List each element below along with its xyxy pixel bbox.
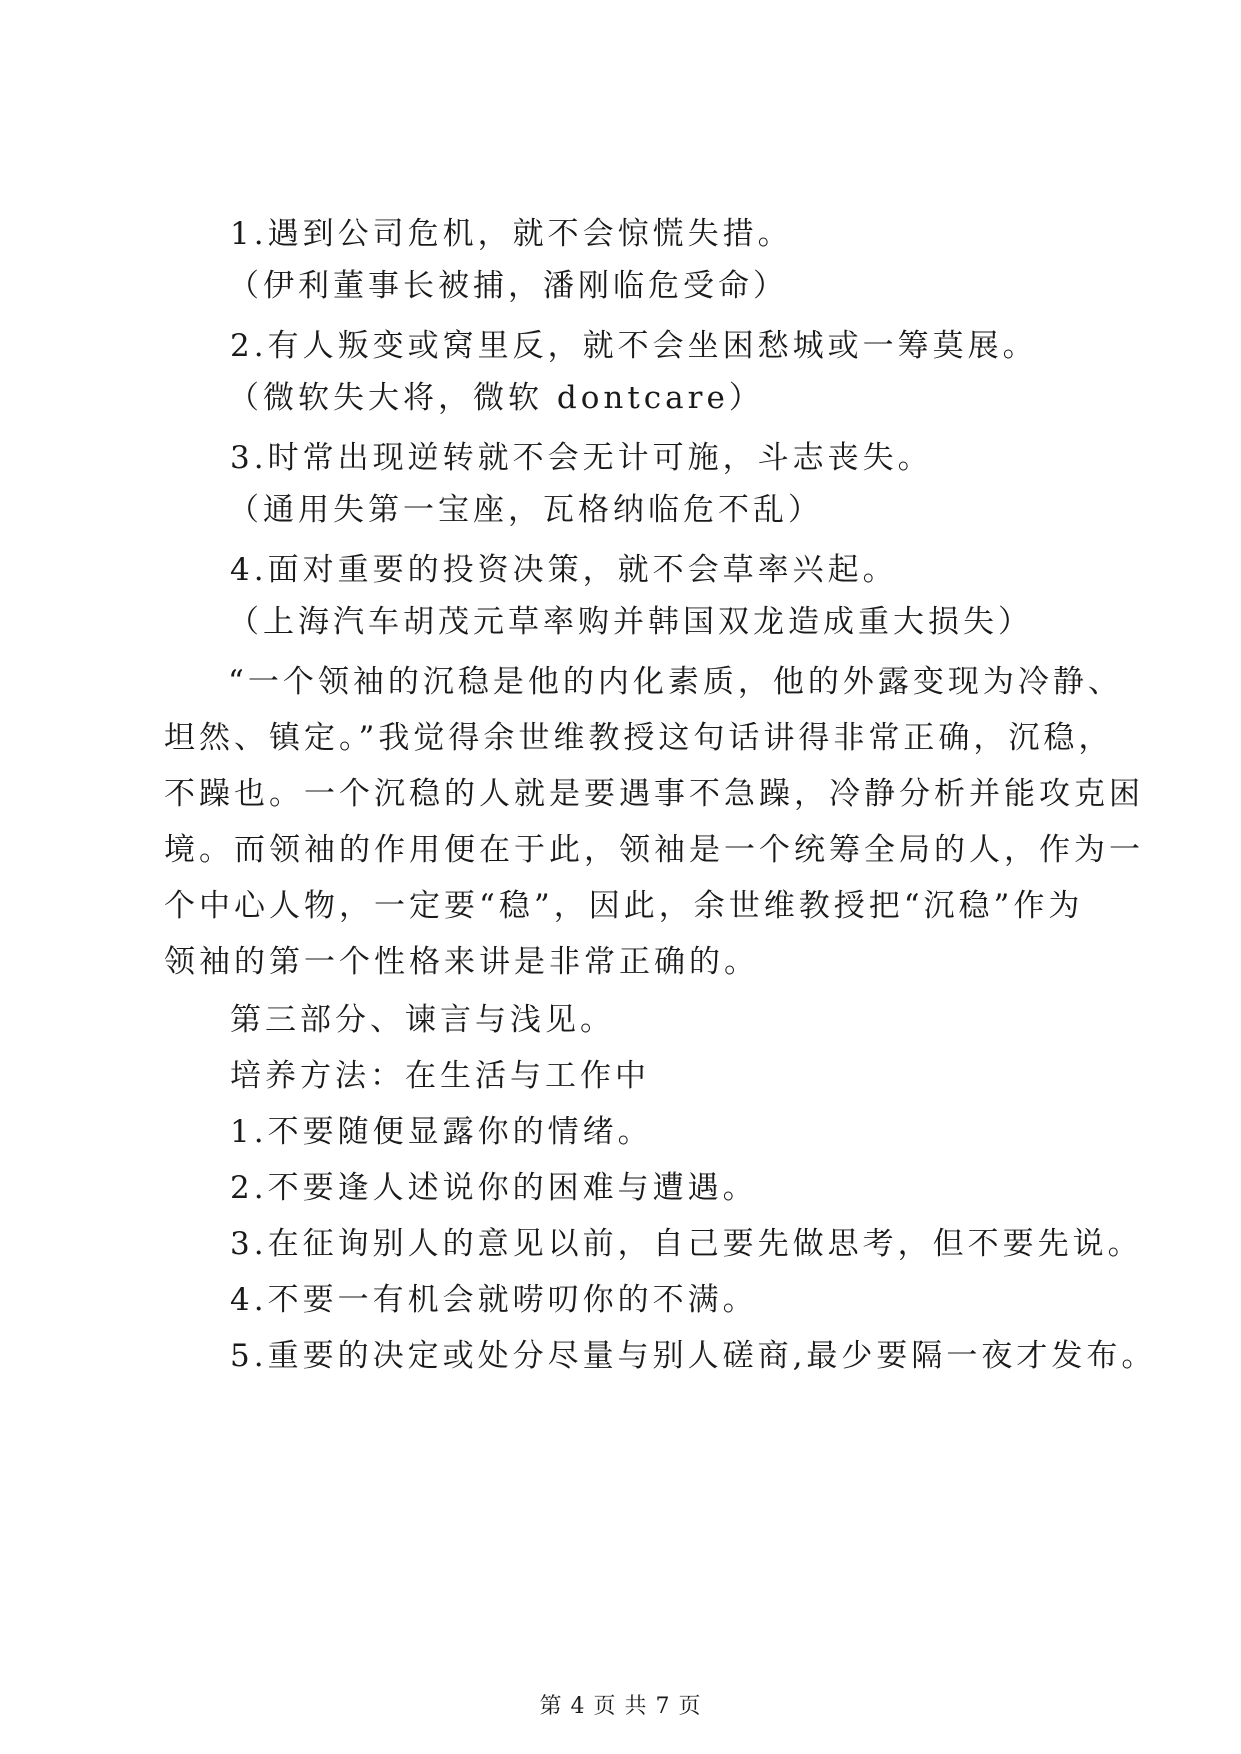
list-item-2: 2.有人叛变或窝里反，就不会坐困愁城或一筹莫展。 (230, 328, 1038, 364)
example-note-4: （上海汽车胡茂元草率购并韩国双龙造成重大损失） (228, 604, 1033, 640)
paragraph-line: “一个领袖的沉稳是他的内化素质，他的外露变现为冷静、 (228, 664, 1123, 700)
list-item-3: 3.时常出现逆转就不会无计可施，斗志丧失。 (230, 440, 933, 476)
paragraph-line: 境。而领袖的作用便在于此，领袖是一个统筹全局的人，作为一 (164, 832, 1144, 868)
example-note-2: （微软失大将，微软 dontcare） (228, 380, 764, 416)
method-intro: 培养方法：在生活与工作中 (230, 1058, 650, 1094)
paragraph-line: 领袖的第一个性格来讲是非常正确的。 (164, 944, 759, 980)
method-item-5: 5.重要的决定或处分尽量与别人磋商,最少要隔一夜才发布。 (230, 1338, 1157, 1374)
list-item-4: 4.面对重要的投资决策，就不会草率兴起。 (230, 552, 898, 588)
paragraph-line: 个中心人物，一定要“稳”，因此，余世维教授把“沉稳”作为 (164, 888, 1084, 924)
method-item-1: 1.不要随便显露你的情绪。 (230, 1114, 653, 1150)
method-item-4: 4.不要一有机会就唠叨你的不满。 (230, 1282, 758, 1318)
list-item-1: 1.遇到公司危机，就不会惊慌失措。 (230, 216, 793, 252)
section-heading: 第三部分、谏言与浅见。 (230, 1002, 615, 1038)
method-item-2: 2.不要逢人述说你的困难与遭遇。 (230, 1170, 758, 1206)
example-note-1: （伊利董事长被捕，潘刚临危受命） (228, 268, 788, 304)
paragraph-line: 坦然、镇定。”我觉得余世维教授这句话讲得非常正确，沉稳， (164, 720, 1114, 756)
method-item-3: 3.在征询别人的意见以前，自己要先做思考，但不要先说。 (230, 1226, 1143, 1262)
example-note-3: （通用失第一宝座，瓦格纳临危不乱） (228, 492, 823, 528)
paragraph-line: 不躁也。一个沉稳的人就是要遇事不急躁，冷静分析并能攻克困 (164, 776, 1144, 812)
page-number-footer: 第 4 页 共 7 页 (539, 1694, 702, 1719)
